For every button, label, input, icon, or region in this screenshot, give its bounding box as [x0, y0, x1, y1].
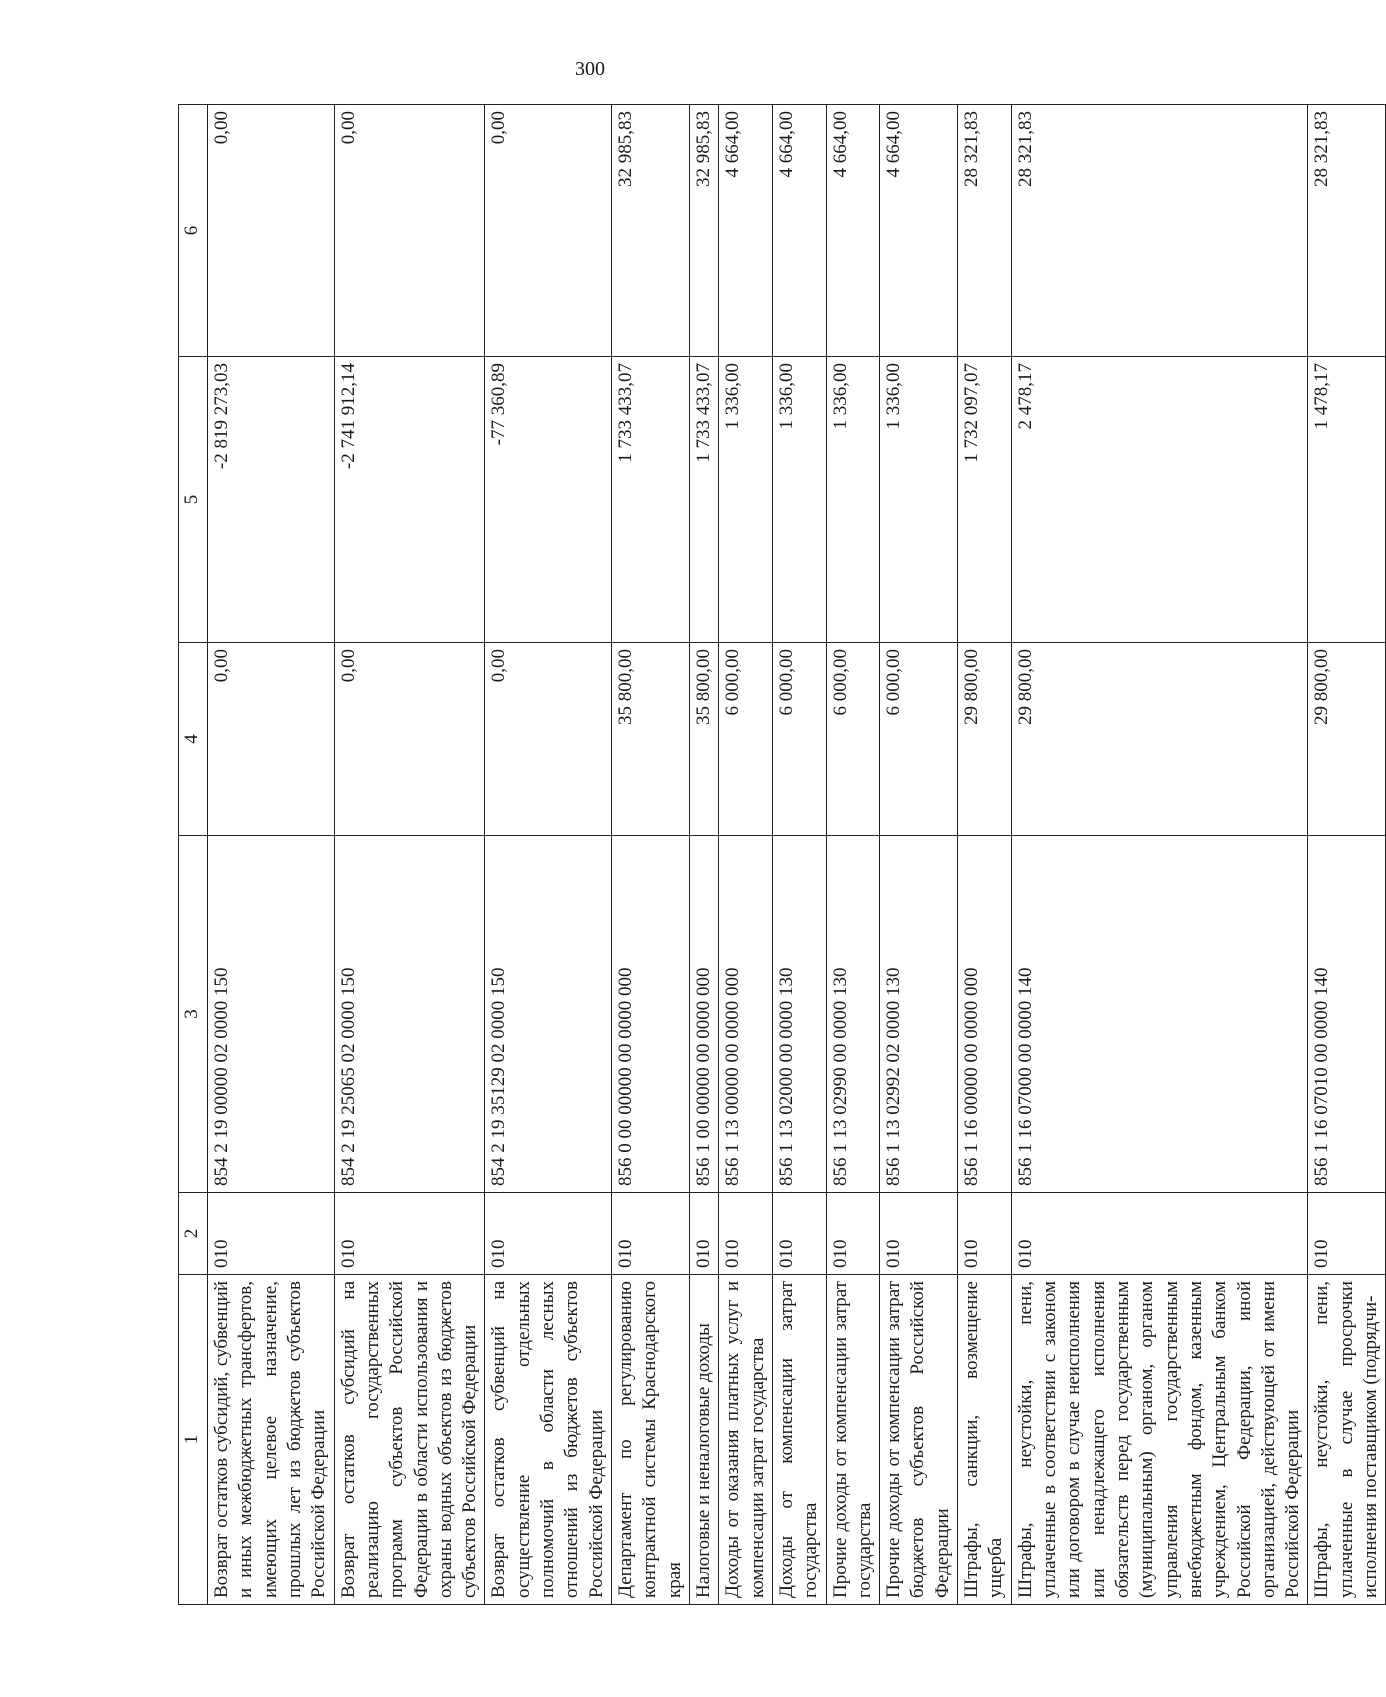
row-executed: -2 819 273,03: [208, 357, 335, 643]
row-unexecuted: 4 664,00: [719, 105, 773, 357]
row-budget-code: 856 1 13 00000 00 0000 000: [719, 836, 773, 1193]
row-name: Прочие доходы от компенсации затрат бюджетов субъектов Российской Федерации: [880, 1275, 958, 1605]
row-plan: 6 000,00: [719, 643, 773, 836]
row-executed: -2 741 912,14: [334, 357, 485, 643]
row-unexecuted: 32 985,83: [689, 105, 718, 357]
table-row: [958, 105, 1012, 1605]
row-executed: 2 478,17: [1011, 357, 1308, 643]
row-executed: 1 336,00: [772, 357, 826, 643]
rotated-table-wrapper: [178, 105, 1382, 1605]
column-header: 2: [179, 1193, 208, 1275]
row-budget-code: 856 1 16 07010 00 0000 140: [1308, 836, 1386, 1193]
column-header: 3: [179, 836, 208, 1193]
row-budget-code: 854 2 19 00000 02 0000 150: [208, 836, 335, 1193]
table-row: [612, 105, 690, 1605]
row-line-code: 010: [719, 1193, 773, 1275]
row-line-code: 010: [826, 1193, 880, 1275]
column-header: 6: [179, 105, 208, 357]
row-executed: 1 336,00: [826, 357, 880, 643]
column-header: 4: [179, 643, 208, 836]
row-plan: 0,00: [334, 643, 485, 836]
column-header: 5: [179, 357, 208, 643]
page-number: 300: [575, 58, 605, 80]
table-row: [719, 105, 773, 1605]
row-unexecuted: 28 321,83: [958, 105, 1012, 357]
row-executed: 1 478,17: [1308, 357, 1386, 643]
row-name: Прочие доходы от компенсации затрат государства: [826, 1275, 880, 1605]
row-unexecuted: 28 321,83: [1308, 105, 1386, 357]
row-plan: 29 800,00: [1011, 643, 1308, 836]
row-budget-code: 856 1 16 07000 00 0000 140: [1011, 836, 1308, 1193]
row-budget-code: 856 1 00 00000 00 0000 000: [689, 836, 718, 1193]
row-plan: 35 800,00: [689, 643, 718, 836]
row-line-code: 010: [1308, 1193, 1386, 1275]
row-budget-code: 856 1 13 02990 00 0000 130: [826, 836, 880, 1193]
row-budget-code: 856 1 13 02992 02 0000 130: [880, 836, 958, 1193]
row-line-code: 010: [208, 1193, 335, 1275]
row-unexecuted: 28 321,83: [1011, 105, 1308, 357]
row-name: Возврат остатков субсидий, субвенций и иных межбюджетных трансфертов, имеющих целевое назначение, прошлых лет из бюджетов субъектов Российской Федерации: [208, 1275, 335, 1605]
row-budget-code: 854 2 19 25065 02 0000 150: [334, 836, 485, 1193]
row-budget-code: 856 1 16 00000 00 0000 000: [958, 836, 1012, 1193]
row-unexecuted: 0,00: [334, 105, 485, 357]
row-name: Возврат остатков субсидий на реализацию государственных программ субъектов Российской Федерации в области использования и охраны водных объектов из бюджетов субъектов Российской Федерации: [334, 1275, 485, 1605]
table-row: [1308, 105, 1386, 1605]
row-line-code: 010: [1011, 1193, 1308, 1275]
row-unexecuted: 0,00: [208, 105, 335, 357]
row-plan: 35 800,00: [612, 643, 690, 836]
row-executed: 1 336,00: [719, 357, 773, 643]
row-executed: 1 733 433,07: [689, 357, 718, 643]
table-row: [1011, 105, 1308, 1605]
table-row: [334, 105, 485, 1605]
row-line-code: 010: [689, 1193, 718, 1275]
table-row: [208, 105, 335, 1605]
row-line-code: 010: [958, 1193, 1012, 1275]
table-header-row: [179, 105, 208, 1605]
row-plan: 6 000,00: [826, 643, 880, 836]
row-line-code: 010: [772, 1193, 826, 1275]
row-budget-code: 854 2 19 35129 02 0000 150: [485, 836, 612, 1193]
row-plan: 0,00: [485, 643, 612, 836]
row-name: Налоговые и неналоговые доходы: [689, 1275, 718, 1605]
row-unexecuted: 32 985,83: [612, 105, 690, 357]
row-plan: 6 000,00: [880, 643, 958, 836]
table-row: [880, 105, 958, 1605]
table-row: [689, 105, 718, 1605]
row-name: Доходы от оказания платных услуг и компенсации затрат государства: [719, 1275, 773, 1605]
row-unexecuted: 0,00: [485, 105, 612, 357]
row-plan: 29 800,00: [1308, 643, 1386, 836]
row-line-code: 010: [485, 1193, 612, 1275]
row-line-code: 010: [334, 1193, 485, 1275]
row-plan: 0,00: [208, 643, 335, 836]
row-plan: 29 800,00: [958, 643, 1012, 836]
table-row: [826, 105, 880, 1605]
row-name: Доходы от компенсации затрат государства: [772, 1275, 826, 1605]
table-row: [772, 105, 826, 1605]
row-executed: 1 733 433,07: [612, 357, 690, 643]
row-line-code: 010: [880, 1193, 958, 1275]
row-executed: 1 336,00: [880, 357, 958, 643]
row-name: Штрафы, неустойки, пени, уплаченные в соответствии с законом или договором в случае неисполнения или ненадлежащего исполнения обязательств перед государственным (муниципальным) органом, органом управления государственным внебюджетным фондом, казенным учреждением, Центральным банком Российской Федерации, иной организацией, действующей от имени Российской Федерации: [1011, 1275, 1308, 1605]
row-plan: 6 000,00: [772, 643, 826, 836]
row-name: Департамент по регулированию контрактной системы Краснодарского края: [612, 1275, 690, 1605]
row-unexecuted: 4 664,00: [772, 105, 826, 357]
row-executed: 1 732 097,07: [958, 357, 1012, 643]
row-name: Возврат остатков субвенций на осуществление отдельных полномочий в области лесных отношений из бюджетов субъектов Российской Федерации: [485, 1275, 612, 1605]
row-budget-code: 856 1 13 02000 00 0000 130: [772, 836, 826, 1193]
row-executed: -77 360,89: [485, 357, 612, 643]
table-row: [485, 105, 612, 1605]
row-line-code: 010: [612, 1193, 690, 1275]
row-name: Штрафы, санкции, возмещение ущерба: [958, 1275, 1012, 1605]
row-budget-code: 856 0 00 00000 00 0000 000: [612, 836, 690, 1193]
row-unexecuted: 4 664,00: [826, 105, 880, 357]
revenue-table: [178, 104, 1386, 1605]
row-name: Штрафы, неустойки, пени, уплаченные в случае просрочки исполнения поставщиком (подрядчи-: [1308, 1275, 1386, 1605]
column-header: 1: [179, 1275, 208, 1605]
row-unexecuted: 4 664,00: [880, 105, 958, 357]
